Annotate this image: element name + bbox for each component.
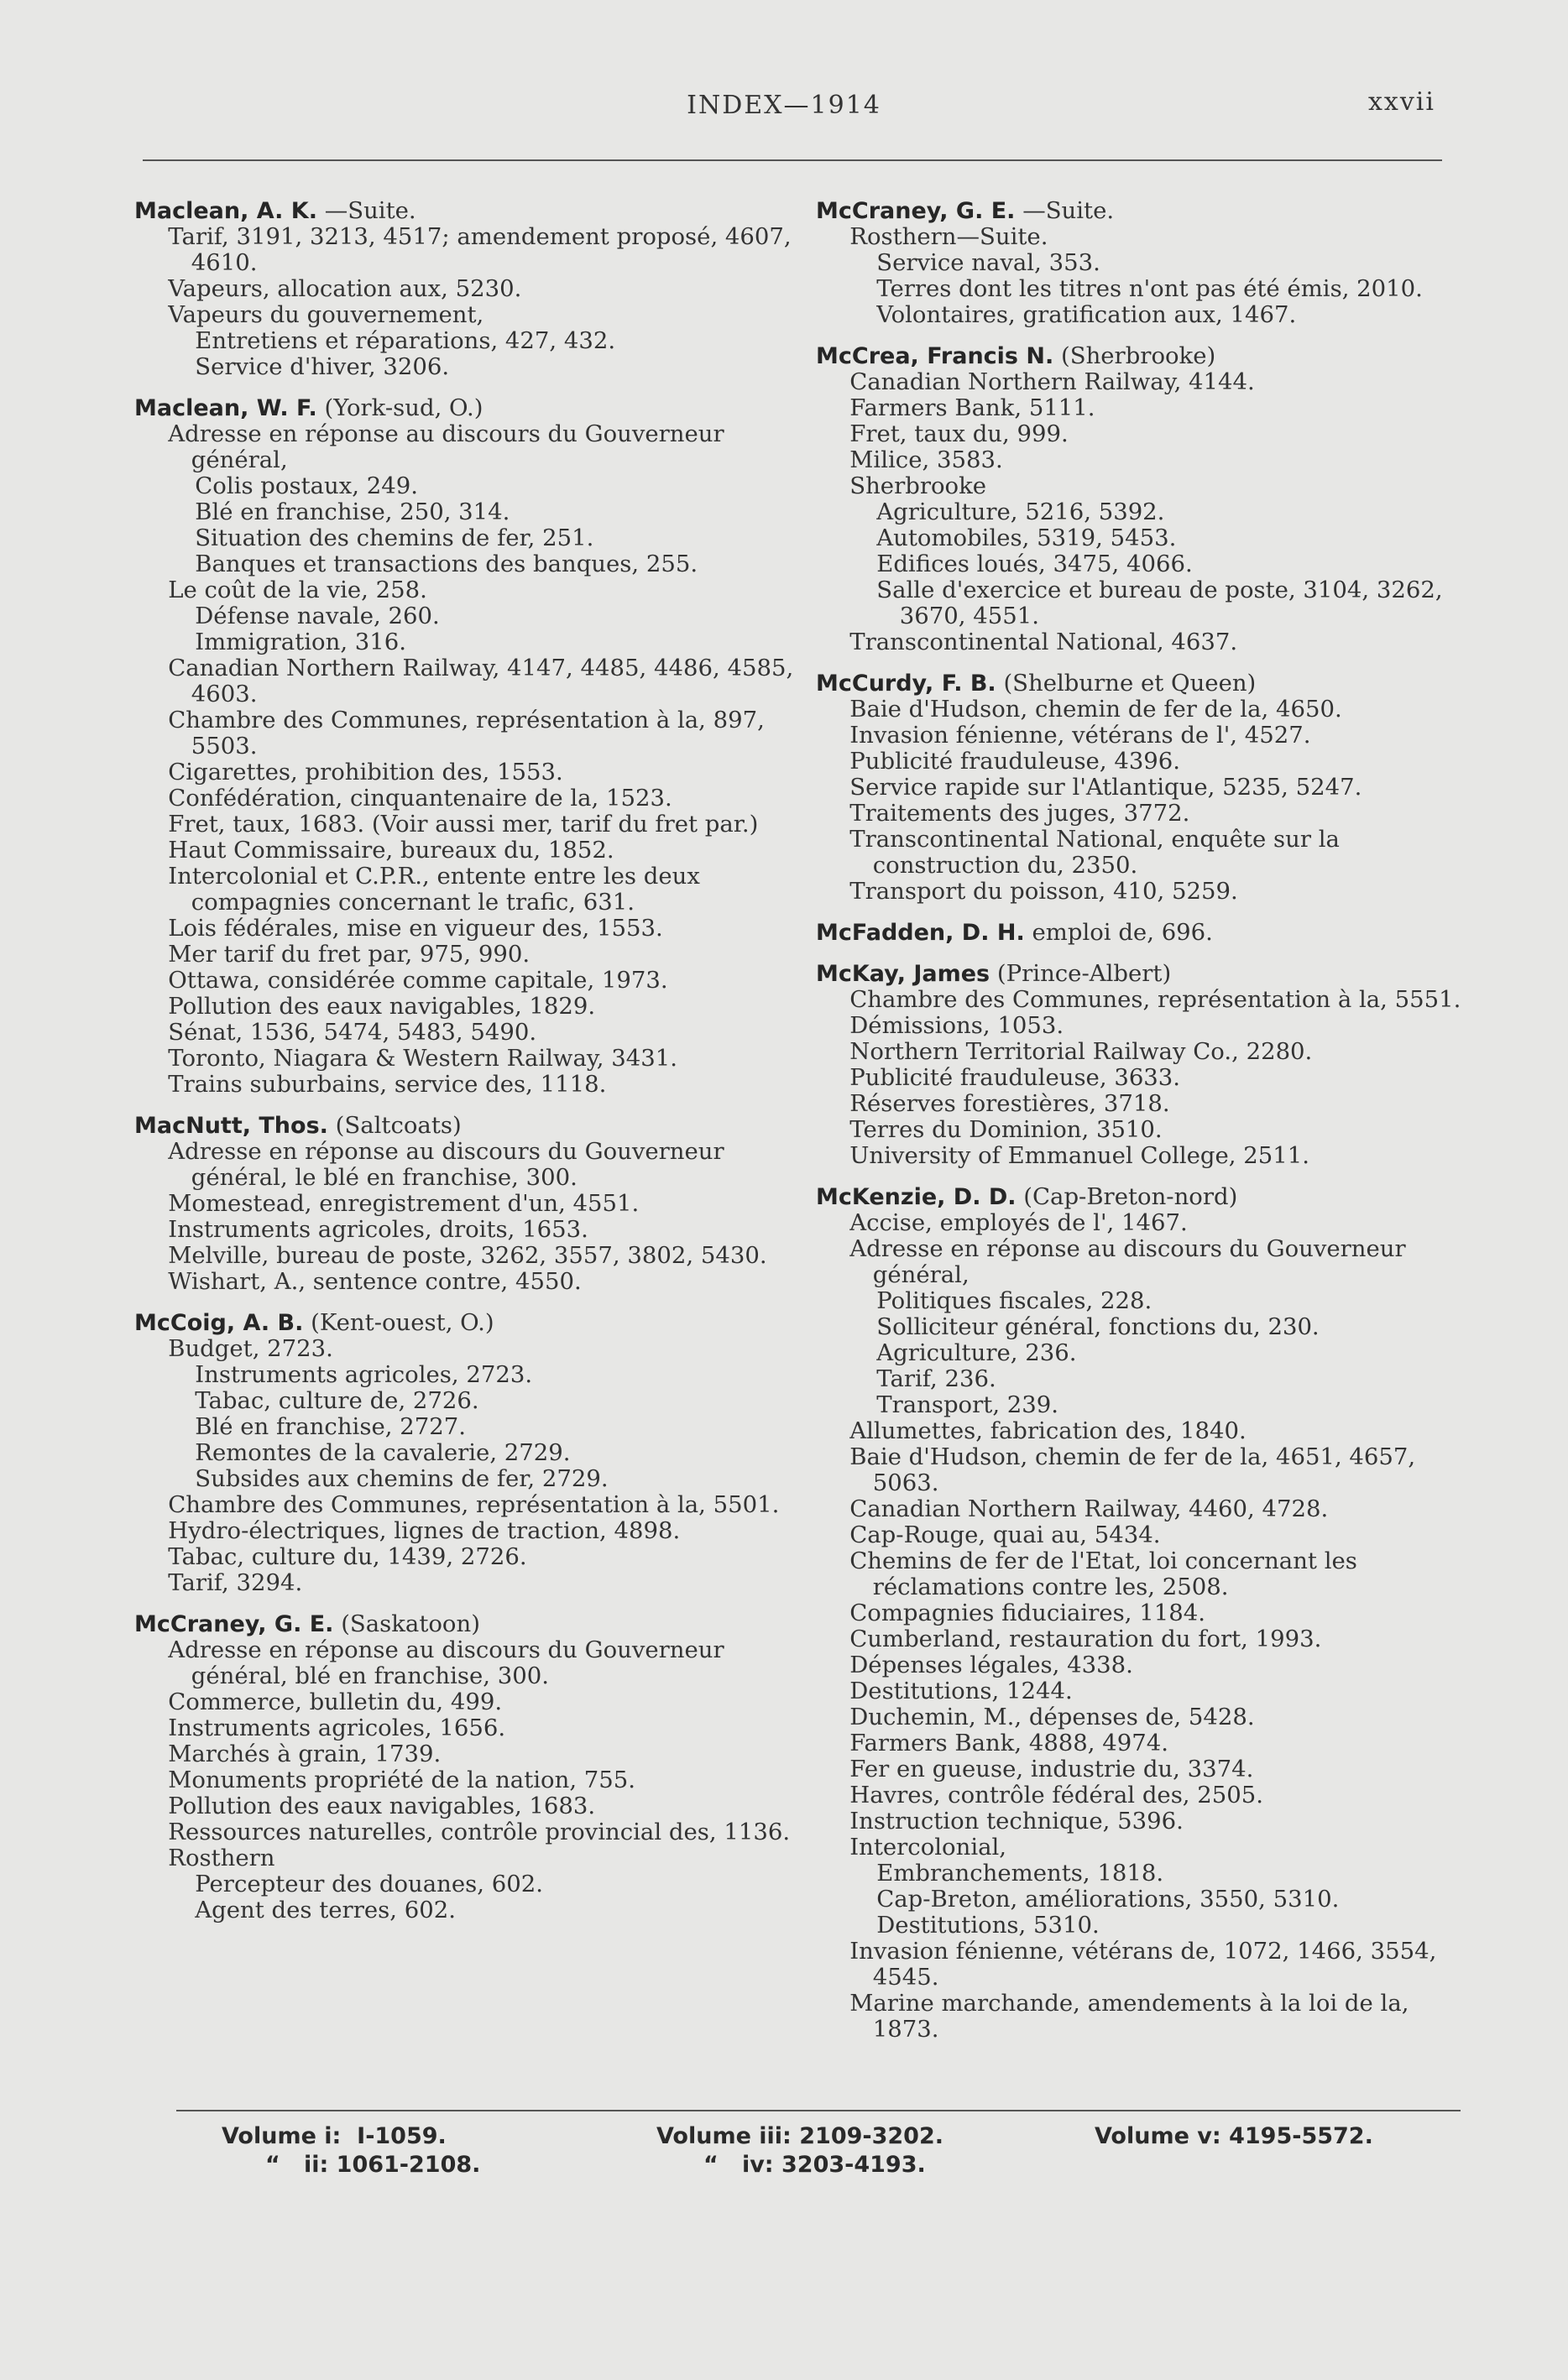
entry-subline: Agriculture, 5216, 5392. — [876, 498, 1165, 525]
entry-subline: Accise, employés de l', 1467. — [849, 1209, 1188, 1236]
entry-subline: Tabac, culture de, 2726. — [195, 1387, 479, 1414]
entry-subline: Blé en franchise, 250, 314. — [195, 498, 510, 525]
entry-heading — [134, 1611, 806, 1637]
entry-subline: Transcontinental National, 4637. — [849, 629, 1238, 655]
entry-subline: Destitutions, 5310. — [876, 1912, 1100, 1939]
entry-subline: Rosthern — [168, 1845, 275, 1871]
entry-subline: Chambre des Communes, représentation à la, 897, 5503. — [168, 707, 765, 759]
entry-subline: Hydro-électriques, lignes de traction, 4898. — [168, 1517, 681, 1544]
entry-subline: Subsides aux chemins de fer, 2729. — [195, 1465, 609, 1492]
left-column — [134, 198, 806, 1939]
index-entry — [134, 395, 806, 1098]
entry-name: Maclean, W. F. — [134, 395, 317, 421]
entry-subline: Destitutions, 1244. — [849, 1678, 1073, 1704]
entry-subline: Fer en gueuse, industrie du, 3374. — [849, 1756, 1254, 1782]
entry-subline: Pollution des eaux navigables, 1683. — [168, 1793, 596, 1819]
entry-subline: Vapeurs du gouvernement, — [168, 301, 484, 328]
entry-subline: Transport, 239. — [876, 1391, 1059, 1418]
entry-subline: Havres, contrôle fédéral des, 2505. — [849, 1782, 1264, 1808]
entry-subline: Lois fédérales, mise en vigueur des, 1553. — [168, 915, 663, 942]
entry-qualifier: emploi de, 696. — [1032, 919, 1213, 946]
entry-qualifier: (Kent-ouest, O.) — [311, 1309, 494, 1336]
index-entry — [816, 1184, 1471, 2043]
entry-heading — [134, 198, 806, 224]
entry-name: McCraney, G. E. — [134, 1611, 334, 1637]
entry-subline: Agriculture, 236. — [876, 1339, 1077, 1366]
entry-subline: Solliciteur général, fonctions du, 230. — [876, 1313, 1320, 1340]
entry-subline: Intercolonial et C.P.R., entente entre les deux compagnies concernant le trafic, 631. — [168, 863, 700, 916]
entry-subline: Sherbrooke — [849, 472, 987, 499]
entry-subline: Blé en franchise, 2727. — [195, 1413, 466, 1440]
entry-qualifier: (Shelburne et Queen) — [1003, 670, 1257, 697]
entry-subline: Budget, 2723. — [168, 1335, 333, 1362]
index-entry — [134, 1611, 806, 1923]
entry-subline: Adresse en réponse au discours du Gouverneur général, — [168, 420, 724, 473]
entry-name: McCrea, Francis N. — [816, 343, 1054, 369]
entry-heading — [816, 920, 1471, 946]
entry-name: McFadden, D. H. — [816, 920, 1025, 946]
entry-subline: Agent des terres, 602. — [195, 1897, 456, 1923]
entry-subline: Marchés à grain, 1739. — [168, 1741, 442, 1767]
entry-heading — [816, 1184, 1471, 1210]
entry-qualifier: (Cap-Breton-nord) — [1023, 1183, 1238, 1210]
entry-subline: Service rapide sur l'Atlantique, 5235, 5247. — [849, 774, 1362, 801]
entry-subline: Chambre des Communes, représentation à la, 5501. — [168, 1491, 780, 1518]
top-rule — [143, 159, 1442, 161]
entry-qualifier: (York-sud, O.) — [324, 394, 483, 421]
entry-name: McCraney, G. E. — [816, 198, 1016, 224]
volume-key-2: “ ii: 1061-2108. — [265, 2152, 481, 2178]
entry-subline: Ressources naturelles, contrôle provincial des, 1136. — [168, 1819, 791, 1845]
entry-subline: Transcontinental National, enquête sur la construction du, 2350. — [849, 826, 1340, 879]
entry-subline: Service naval, 353. — [876, 249, 1100, 276]
entry-subline: Intercolonial, — [849, 1834, 1007, 1861]
entry-subline: Invasion fénienne, vétérans de l', 4527. — [849, 722, 1311, 749]
entry-subline: Farmers Bank, 5111. — [849, 394, 1095, 421]
entry-subline: Traitements des juges, 3772. — [849, 800, 1190, 827]
volume-key-1: Volume i: I-1059. — [222, 2123, 447, 2149]
entry-qualifier: (Prince-Albert) — [996, 960, 1172, 987]
entry-subline: Fret, taux du, 999. — [849, 420, 1069, 447]
entry-subline: Compagnies fiduciaires, 1184. — [849, 1600, 1205, 1626]
entry-subline: Défense navale, 260. — [195, 603, 440, 629]
entry-subline: Baie d'Hudson, chemin de fer de la, 4651, 4657, 5063. — [849, 1443, 1416, 1496]
entry-heading — [816, 343, 1471, 369]
entry-subline: Fret, taux, 1683. (Voir aussi mer, tarif du fret par.) — [168, 811, 759, 838]
entry-heading — [816, 671, 1471, 697]
entry-subline: University of Emmanuel College, 2511. — [849, 1142, 1310, 1169]
entry-subline: Instruments agricoles, droits, 1653. — [168, 1216, 588, 1243]
index-entry — [134, 1310, 806, 1596]
entry-subline: Adresse en réponse au discours du Gouverneur général, blé en franchise, 300. — [168, 1636, 724, 1689]
entry-qualifier: (Saskatoon) — [341, 1610, 480, 1637]
entry-subline: Instruments agricoles, 1656. — [168, 1715, 506, 1741]
index-entry — [134, 198, 806, 380]
entry-subline: Tarif, 3191, 3213, 4517; amendement proposé, 4607, 4610. — [168, 223, 792, 276]
entry-subline: Cigarettes, prohibition des, 1553. — [168, 759, 563, 786]
entry-subline: Tabac, culture du, 1439, 2726. — [168, 1543, 527, 1570]
entry-subline: Dépenses légales, 4338. — [849, 1652, 1133, 1678]
entry-subline: Service d'hiver, 3206. — [195, 353, 450, 380]
entry-subline: Remontes de la cavalerie, 2729. — [195, 1439, 571, 1466]
entry-subline: Farmers Bank, 4888, 4974. — [849, 1730, 1169, 1756]
entry-subline: Sénat, 1536, 5474, 5483, 5490. — [168, 1019, 537, 1046]
right-column — [816, 198, 1471, 2058]
entry-name: McCurdy, F. B. — [816, 671, 996, 697]
entry-subline: Entretiens et réparations, 427, 432. — [195, 327, 616, 354]
entry-subline: Politiques fiscales, 228. — [876, 1287, 1152, 1314]
entry-subline: Adresse en réponse au discours du Gouverneur général, — [849, 1235, 1406, 1288]
entry-subline: Wishart, A., sentence contre, 4550. — [168, 1268, 582, 1295]
bottom-rule — [176, 2110, 1461, 2111]
entry-name: McCoig, A. B. — [134, 1310, 304, 1336]
entry-subline: Embranchements, 1818. — [876, 1860, 1164, 1887]
entry-subline: Publicité frauduleuse, 4396. — [849, 748, 1181, 775]
page-number: xxvii — [1368, 87, 1435, 117]
entry-subline: Instruction technique, 5396. — [849, 1808, 1184, 1835]
entry-subline: Edifices loués, 3475, 4066. — [876, 551, 1193, 577]
entry-qualifier: (Sherbrooke) — [1061, 342, 1216, 369]
entry-subline: Ottawa, considérée comme capitale, 1973. — [168, 967, 668, 994]
entry-subline: Chambre des Communes, représentation à la, 5551. — [849, 986, 1461, 1013]
index-entry — [816, 198, 1471, 328]
entry-subline: Instruments agricoles, 2723. — [195, 1361, 533, 1388]
entry-subline: Baie d'Hudson, chemin de fer de la, 4650. — [849, 696, 1342, 723]
entry-name: McKay, James — [816, 961, 990, 987]
entry-subline: Publicité frauduleuse, 3633. — [849, 1064, 1181, 1091]
entry-subline: Commerce, bulletin du, 499. — [168, 1688, 503, 1715]
index-entry — [816, 920, 1471, 946]
entry-subline: Tarif, 236. — [876, 1365, 996, 1392]
entry-subline: Cumberland, restauration du fort, 1993. — [849, 1626, 1322, 1652]
entry-heading — [134, 1310, 806, 1336]
entry-subline: Tarif, 3294. — [168, 1569, 303, 1596]
volume-key-4: “ iv: 3203-4193. — [703, 2152, 926, 2178]
entry-subline: Terres dont les titres n'ont pas été émis, 2010. — [876, 275, 1423, 302]
entry-subline: Le coût de la vie, 258. — [168, 577, 427, 603]
entry-subline: Canadian Northern Railway, 4147, 4485, 4486, 4585, 4603. — [168, 655, 794, 707]
entry-subline: Toronto, Niagara & Western Railway, 3431. — [168, 1045, 677, 1072]
index-entry — [816, 671, 1471, 905]
entry-heading — [134, 395, 806, 421]
entry-subline: Momestead, enregistrement d'un, 4551. — [168, 1190, 640, 1217]
volume-key-5: Volume v: 4195-5572. — [1095, 2123, 1373, 2149]
entry-subline: Milice, 3583. — [849, 446, 1003, 473]
entry-subline: Canadian Northern Railway, 4144. — [849, 368, 1255, 395]
entry-subline: Situation des chemins de fer, 251. — [195, 525, 594, 551]
entry-subline: Démissions, 1053. — [849, 1012, 1064, 1039]
entry-subline: Cap-Breton, améliorations, 3550, 5310. — [876, 1886, 1340, 1913]
entry-subline: Confédération, cinquantenaire de la, 1523. — [168, 785, 672, 812]
entry-subline: Invasion fénienne, vétérans de, 1072, 1466, 3554, 4545. — [849, 1938, 1437, 1991]
entry-subline: Banques et transactions des banques, 255. — [195, 551, 698, 577]
entry-subline: Terres du Dominion, 3510. — [849, 1116, 1163, 1143]
entry-subline: Immigration, 316. — [195, 629, 407, 655]
entry-subline: Allumettes, fabrication des, 1840. — [849, 1417, 1247, 1444]
entry-subline: Percepteur des douanes, 602. — [195, 1871, 543, 1897]
entry-heading — [816, 198, 1471, 224]
entry-subline: Chemins de fer de l'Etat, loi concernant les réclamations contre les, 2508. — [849, 1548, 1357, 1600]
entry-subline: Mer tarif du fret par, 975, 990. — [168, 941, 531, 968]
entry-subline: Salle d'exercice et bureau de poste, 3104, 3262, 3670, 4551. — [876, 577, 1443, 629]
entry-subline: Rosthern—Suite. — [849, 223, 1048, 250]
entry-qualifier: —Suite. — [324, 197, 416, 224]
index-entry — [134, 1113, 806, 1295]
entry-subline: Automobiles, 5319, 5453. — [876, 525, 1177, 551]
entry-subline: Colis postaux, 249. — [195, 472, 418, 499]
entry-subline: Pollution des eaux navigables, 1829. — [168, 993, 596, 1020]
entry-subline: Canadian Northern Railway, 4460, 4728. — [849, 1495, 1329, 1522]
entry-subline: Monuments propriété de la nation, 755. — [168, 1767, 636, 1793]
entry-name: Maclean, A. K. — [134, 198, 317, 224]
entry-subline: Cap-Rouge, quai au, 5434. — [849, 1521, 1161, 1548]
entry-subline: Northern Territorial Railway Co., 2280. — [849, 1038, 1313, 1065]
entry-subline: Melville, bureau de poste, 3262, 3557, 3802, 5430. — [168, 1242, 767, 1269]
entry-subline: Volontaires, gratification aux, 1467. — [876, 301, 1297, 328]
entry-qualifier: (Saltcoats) — [335, 1112, 462, 1139]
entry-name: MacNutt, Thos. — [134, 1113, 328, 1139]
entry-subline: Marine marchande, amendements à la loi de la, 1873. — [849, 1990, 1409, 2043]
index-entry — [816, 343, 1471, 655]
entry-qualifier: —Suite. — [1022, 197, 1115, 224]
entry-subline: Trains suburbains, service des, 1118. — [168, 1071, 607, 1098]
entry-name: McKenzie, D. D. — [816, 1184, 1017, 1210]
entry-subline: Duchemin, M., dépenses de, 5428. — [849, 1704, 1255, 1730]
entry-subline: Réserves forestières, 3718. — [849, 1090, 1170, 1117]
entry-subline: Haut Commissaire, bureaux du, 1852. — [168, 837, 614, 864]
running-title: INDEX—1914 — [687, 91, 881, 120]
entry-subline: Adresse en réponse au discours du Gouverneur général, le blé en franchise, 300. — [168, 1138, 724, 1191]
entry-heading — [816, 961, 1471, 987]
entry-subline: Transport du poisson, 410, 5259. — [849, 878, 1238, 905]
entry-heading — [134, 1113, 806, 1139]
volume-key-3: Volume iii: 2109-3202. — [656, 2123, 944, 2149]
index-entry — [816, 961, 1471, 1169]
entry-subline: Vapeurs, allocation aux, 5230. — [168, 275, 522, 302]
